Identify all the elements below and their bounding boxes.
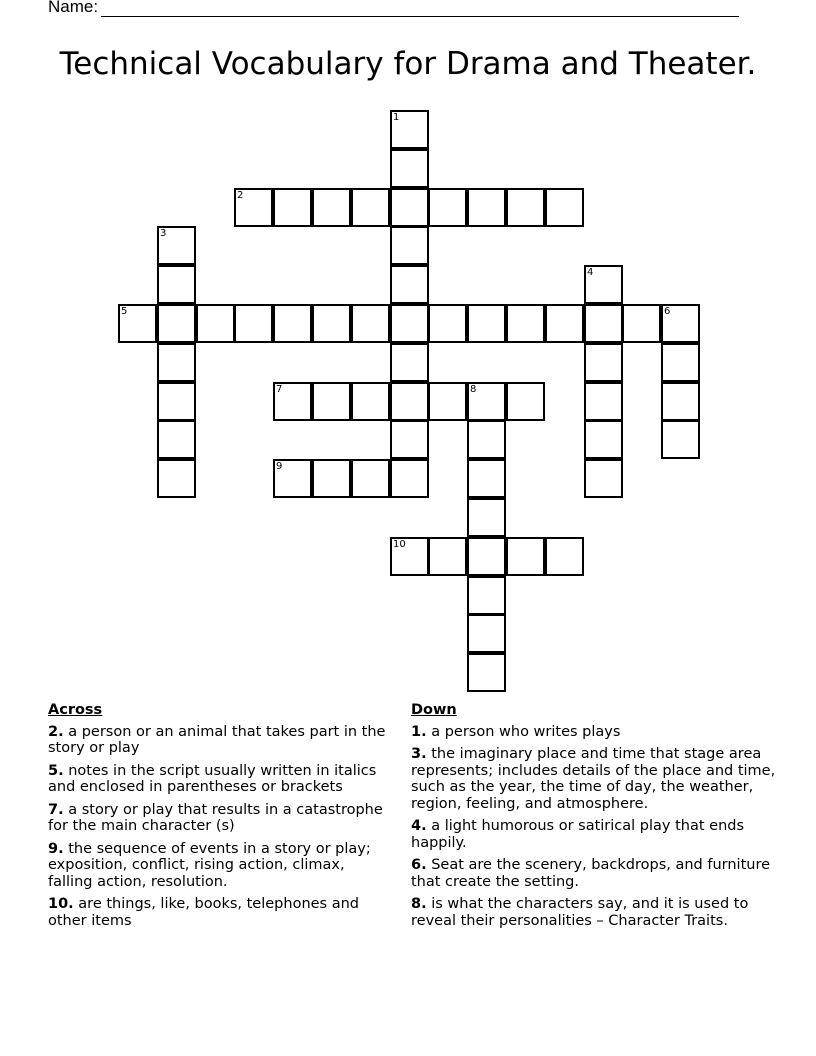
grid-cell[interactable] — [467, 304, 506, 343]
clue-number-label: 10 — [393, 539, 406, 550]
clue-number: 4. — [411, 818, 427, 834]
across-heading: Across — [48, 702, 103, 718]
clue-text: a story or play that results in a catastrophe for the main character (s) — [48, 801, 383, 834]
grid-cell[interactable] — [157, 265, 196, 304]
grid-cell[interactable] — [428, 537, 467, 576]
grid-cell[interactable] — [157, 226, 196, 265]
grid-cell[interactable] — [312, 459, 351, 498]
grid-cell[interactable] — [467, 653, 506, 692]
grid-cell[interactable] — [428, 188, 467, 227]
clue-number-label: 1 — [393, 112, 400, 123]
grid-cell[interactable] — [584, 304, 623, 343]
across-clue — [48, 896, 388, 929]
clue-number: 10. — [48, 896, 74, 912]
across-clue — [48, 841, 388, 891]
grid-cell[interactable] — [584, 265, 623, 304]
grid-cell[interactable] — [273, 188, 312, 227]
grid-cell[interactable] — [390, 343, 429, 382]
grid-cell[interactable] — [390, 420, 429, 459]
grid-cell[interactable] — [661, 343, 700, 382]
grid-cell[interactable] — [584, 420, 623, 459]
grid-cell[interactable] — [506, 382, 545, 421]
clue-text: a person or an animal that takes part in the story or play — [48, 723, 386, 756]
clue-number-label: 3 — [160, 228, 167, 239]
clue-number: 8. — [411, 896, 427, 912]
across-clue — [48, 724, 388, 757]
grid-cell[interactable] — [351, 304, 390, 343]
grid-cell[interactable] — [273, 382, 312, 421]
grid-cell[interactable] — [428, 304, 467, 343]
grid-cell[interactable] — [234, 304, 273, 343]
clue-number-label: 6 — [664, 306, 671, 317]
down-clue — [411, 818, 781, 851]
grid-cell[interactable] — [584, 343, 623, 382]
grid-cell[interactable] — [467, 420, 506, 459]
grid-cell[interactable] — [390, 265, 429, 304]
clue-number: 7. — [48, 801, 64, 818]
clue-number-label: 8 — [470, 384, 477, 395]
grid-cell[interactable] — [467, 614, 506, 653]
across-clue — [48, 802, 388, 835]
grid-cell[interactable] — [390, 459, 429, 498]
grid-cell[interactable] — [506, 188, 545, 227]
clue-text: a person who writes plays — [431, 723, 621, 740]
grid-cell[interactable] — [545, 537, 584, 576]
grid-cell[interactable] — [273, 304, 312, 343]
grid-cell[interactable] — [351, 459, 390, 498]
clue-number-label: 4 — [587, 267, 594, 278]
clue-number: 6. — [411, 857, 427, 873]
grid-cell[interactable] — [157, 420, 196, 459]
across-clues — [48, 702, 388, 935]
clue-number-label: 5 — [121, 306, 128, 317]
grid-cell[interactable] — [196, 304, 235, 343]
across-clue — [48, 763, 388, 796]
grid-cell[interactable] — [467, 459, 506, 498]
grid-cell[interactable] — [157, 382, 196, 421]
grid-cell[interactable] — [312, 382, 351, 421]
grid-cell[interactable] — [390, 382, 429, 421]
clue-text: a light humorous or satirical play that ends happily. — [411, 818, 745, 851]
down-clues — [411, 702, 781, 935]
clue-text: are things, like, books, telephones and other items — [48, 896, 359, 929]
clue-text: is what the characters say, and it is used to reveal their personalities – Character Traits. — [411, 896, 749, 929]
grid-cell[interactable] — [312, 188, 351, 227]
grid-cell[interactable] — [157, 459, 196, 498]
clue-number: 5. — [48, 762, 64, 779]
grid-cell[interactable] — [506, 304, 545, 343]
grid-cell[interactable] — [467, 576, 506, 615]
grid-cell[interactable] — [506, 537, 545, 576]
grid-cell[interactable] — [467, 382, 506, 421]
clue-text: Seat are the scenery, backdrops, and furniture that create the setting. — [411, 857, 771, 890]
down-clue — [411, 746, 781, 812]
grid-cell[interactable] — [273, 459, 312, 498]
grid-cell[interactable] — [390, 226, 429, 265]
clue-number: 1. — [411, 723, 427, 740]
grid-cell[interactable] — [661, 304, 700, 343]
clue-number: 3. — [411, 746, 427, 762]
grid-cell[interactable] — [157, 304, 196, 343]
down-clue — [411, 896, 781, 929]
clue-number-label: 7 — [276, 384, 283, 395]
grid-cell[interactable] — [661, 420, 700, 459]
clue-number: 2. — [48, 723, 64, 740]
clue-text: the imaginary place and time that stage area represents; includes details of the place and time, such as the year, the time of day, the weather, region, feeling, and atmosphere. — [411, 746, 776, 812]
grid-cell[interactable] — [467, 498, 506, 537]
grid-cell[interactable] — [584, 459, 623, 498]
down-clue — [411, 724, 781, 741]
clue-number-label: 9 — [276, 461, 283, 472]
grid-cell[interactable] — [118, 304, 157, 343]
grid-cell[interactable] — [661, 382, 700, 421]
grid-cell[interactable] — [584, 382, 623, 421]
grid-cell[interactable] — [351, 188, 390, 227]
grid-cell[interactable] — [390, 304, 429, 343]
grid-cell[interactable] — [428, 382, 467, 421]
grid-cell[interactable] — [390, 537, 429, 576]
grid-cell[interactable] — [312, 304, 351, 343]
grid-cell[interactable] — [351, 382, 390, 421]
grid-cell[interactable] — [157, 343, 196, 382]
clue-text: the sequence of events in a story or play; exposition, conflict, rising action, climax, falling action, resolution. — [48, 840, 371, 890]
page-title: Technical Vocabulary for Drama and Theater. — [59, 46, 757, 82]
clue-number-label: 2 — [237, 190, 244, 201]
grid-cell[interactable] — [545, 304, 584, 343]
down-heading: Down — [411, 702, 457, 718]
grid-cell[interactable] — [622, 304, 661, 343]
clue-text: notes in the script usually written in italics and enclosed in parentheses or brackets — [48, 762, 377, 795]
grid-cell[interactable] — [390, 110, 429, 149]
grid-cell[interactable] — [467, 188, 506, 227]
clue-number: 9. — [48, 840, 64, 857]
name-label: Name: — [48, 0, 99, 16]
grid-cell[interactable] — [390, 149, 429, 188]
grid-cell[interactable] — [390, 188, 429, 227]
grid-cell[interactable] — [467, 537, 506, 576]
grid-cell[interactable] — [545, 188, 584, 227]
grid-cell[interactable] — [234, 188, 273, 227]
down-clue — [411, 857, 781, 890]
